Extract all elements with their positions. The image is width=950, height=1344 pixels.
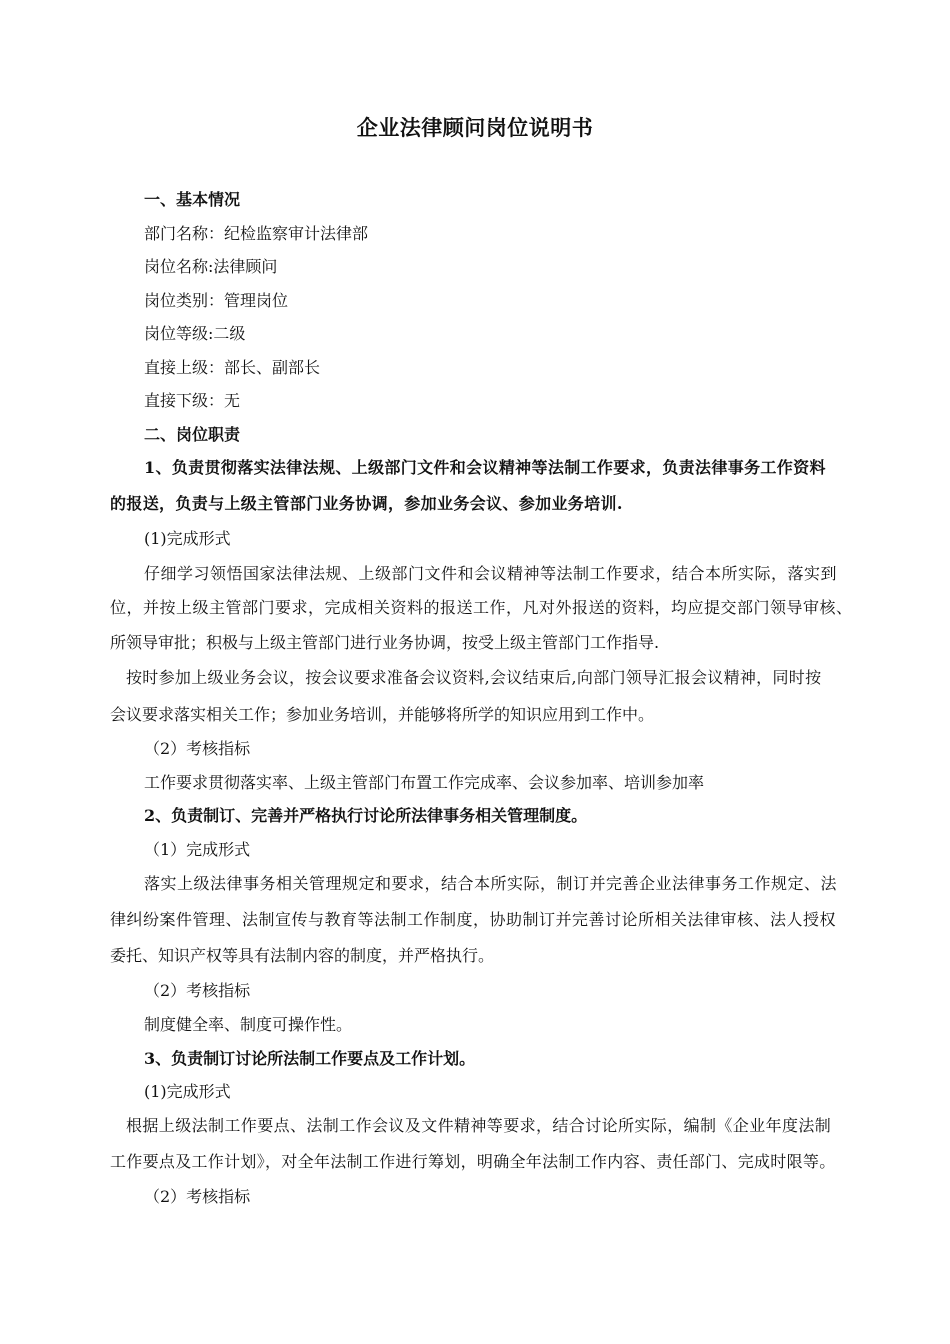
- duty-1-paragraph-2-line-1: 按时参加上级业务会议，按会议要求准备会议资料,会议结束后,向部门领导汇报会议精神，同时按: [126, 668, 822, 687]
- duty-1-paragraph-line-3: 所领导审批；积极与上级主管部门进行业务协调，按受上级主管部门工作指导.: [110, 633, 660, 652]
- duty-2-paragraph-line-2: 律纠纷案件管理、法制宣传与教育等法制工作制度，协助制订并完善讨论所相关法律审核、法人授权: [110, 910, 837, 929]
- duty-2-paragraph-line-1: 落实上级法律事务相关管理规定和要求，结合本所实际，制订并完善企业法律事务工作规定、法: [144, 874, 838, 893]
- duty-1-paragraph-line-2: 位，并按上级主管部门要求，完成相关资料的报送工作，凡对外报送的资料，均应提交部门领导审核、: [110, 598, 853, 617]
- duty-3-completion-form-label: (1)完成形式: [144, 1082, 231, 1101]
- field-position-grade: 岗位等级:二级: [144, 324, 246, 343]
- field-position-category: 岗位类别：管理岗位: [144, 291, 289, 310]
- duty-2-paragraph-line-3: 委托、知识产权等具有法制内容的制度，并严格执行。: [110, 946, 495, 965]
- duty-2-heading: 2、负责制订、完善并严格执行讨论所法律事务相关管理制度。: [144, 806, 588, 825]
- duty-1-kpi-label: （2）考核指标: [144, 739, 251, 758]
- duty-1-paragraph-line-1: 仔细学习领悟国家法律法规、上级部门文件和会议精神等法制工作要求，结合本所实际，落实到: [144, 564, 838, 583]
- document-title: 企业法律顾问岗位说明书: [356, 115, 594, 140]
- duty-2-kpi-text: 制度健全率、制度可操作性。: [144, 1015, 353, 1034]
- duty-1-kpi-text: 工作要求贯彻落实率、上级主管部门布置工作完成率、会议参加率、培训参加率: [144, 773, 705, 792]
- duty-1-heading-line-1: 1、负责贯彻落实法律法规、上级部门文件和会议精神等法制工作要求，负责法律事务工作资料: [144, 458, 826, 477]
- duty-3-heading: 3、负责制订讨论所法制工作要点及工作计划。: [144, 1049, 476, 1068]
- field-department-name: 部门名称：纪检监察审计法律部: [144, 224, 369, 243]
- duty-2-completion-form-label: （1）完成形式: [144, 840, 251, 859]
- duty-3-paragraph-line-1: 根据上级法制工作要点、法制工作会议及文件精神等要求，结合讨论所实际，编制《企业年度法制: [126, 1116, 832, 1135]
- duty-2-kpi-label: （2）考核指标: [144, 981, 251, 1000]
- duty-1-completion-form-label: (1)完成形式: [144, 529, 231, 548]
- field-direct-subordinate: 直接下级：无: [144, 391, 241, 410]
- section-heading-basic-info: 一、基本情况: [144, 190, 241, 209]
- section-heading-duties: 二、岗位职责: [144, 425, 241, 444]
- duty-3-paragraph-line-2: 工作要点及工作计划》，对全年法制工作进行筹划，明确全年法制工作内容、责任部门、完成时限等。: [110, 1152, 836, 1171]
- field-position-name: 岗位名称:法律顾问: [144, 257, 278, 276]
- duty-3-kpi-label: （2）考核指标: [144, 1187, 251, 1206]
- duty-1-heading-line-2: 的报送，负责与上级主管部门业务协调，参加业务会议、参加业务培训.: [110, 494, 623, 513]
- duty-1-paragraph-2-line-2: 会议要求落实相关工作；参加业务培训，并能够将所学的知识应用到工作中。: [110, 705, 655, 724]
- field-direct-superior: 直接上级：部长、副部长: [144, 358, 321, 377]
